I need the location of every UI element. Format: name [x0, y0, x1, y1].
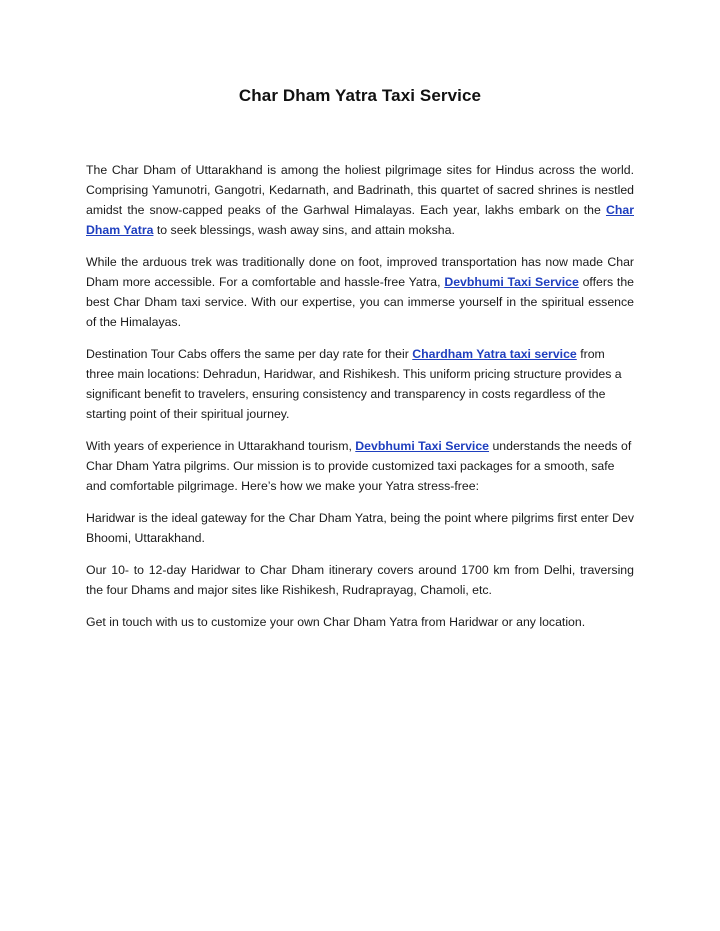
paragraph-pricing [86, 344, 634, 424]
paragraph-intro [86, 160, 634, 240]
char-dham-yatra-link[interactable]: Char Dham Yatra [86, 203, 634, 237]
paragraph-text: offers the best Char Dham taxi service. With our expertise, you can immerse yourself in the spiritual essence of the Himalayas. [86, 275, 635, 329]
page-title: Char Dham Yatra Taxi Service [238, 86, 482, 105]
devbhumi-taxi-service-link-2[interactable]: Devbhumi Taxi Service [355, 439, 490, 453]
paragraph-text: Destination Tour Cabs offers the same per day rate for their [86, 347, 413, 361]
paragraph-text: understands the needs of Char Dham Yatra pilgrims. Our mission is to provide customized taxi packages for a smooth, safe and comfortable pilgrimage. Here’s how we make your Yatra stress-free: [86, 439, 632, 493]
devbhumi-taxi-service-link[interactable]: Devbhumi Taxi Service [444, 275, 579, 289]
paragraph-text: While the arduous trek was traditionally done on foot, improved transportation has now made Char Dham more accessible. For a comfortable and hassle-free Yatra, [86, 255, 634, 289]
paragraph-text: The Char Dham of Uttarakhand is among the holiest pilgrimage sites for Hindus across the world. Comprising Yamunotri, Gangotri, Kedarnath, and Badrinath, this quartet of sacred shrines is nestled amidst the snow-capped peaks of the Garhwal Himalayas. Each year, lakhs embark on the [86, 163, 634, 217]
document-body [86, 160, 634, 644]
paragraph-text: With years of experience in Uttarakhand tourism, [86, 439, 356, 453]
paragraph-haridwar: Haridwar is the ideal gateway for the Char Dham Yatra, being the point where pilgrims first enter Dev Bhoomi, Uttarakhand. [86, 511, 634, 545]
paragraph-experience [86, 436, 634, 496]
paragraph-text: to seek blessings, wash away sins, and attain moksha. [153, 223, 455, 237]
paragraph-text: from three main locations: Dehradun, Haridwar, and Rishikesh. This uniform pricing structure provides a significant benefit to travelers, ensuring consistency and transparency in costs regardless of the starting point of their spiritual journey. [86, 347, 622, 421]
paragraph-transport [86, 252, 634, 332]
chardham-yatra-taxi-service-link[interactable]: Chardham Yatra taxi service [412, 347, 577, 361]
paragraph-itinerary: Our 10- to 12-day Haridwar to Char Dham itinerary covers around 1700 km from Delhi, traversing the four Dhams and major sites like Rishikesh, Rudraprayag, Chamoli, etc. [86, 563, 634, 597]
paragraph-contact: Get in touch with us to customize your own Char Dham Yatra from Haridwar or any location. [86, 615, 586, 629]
